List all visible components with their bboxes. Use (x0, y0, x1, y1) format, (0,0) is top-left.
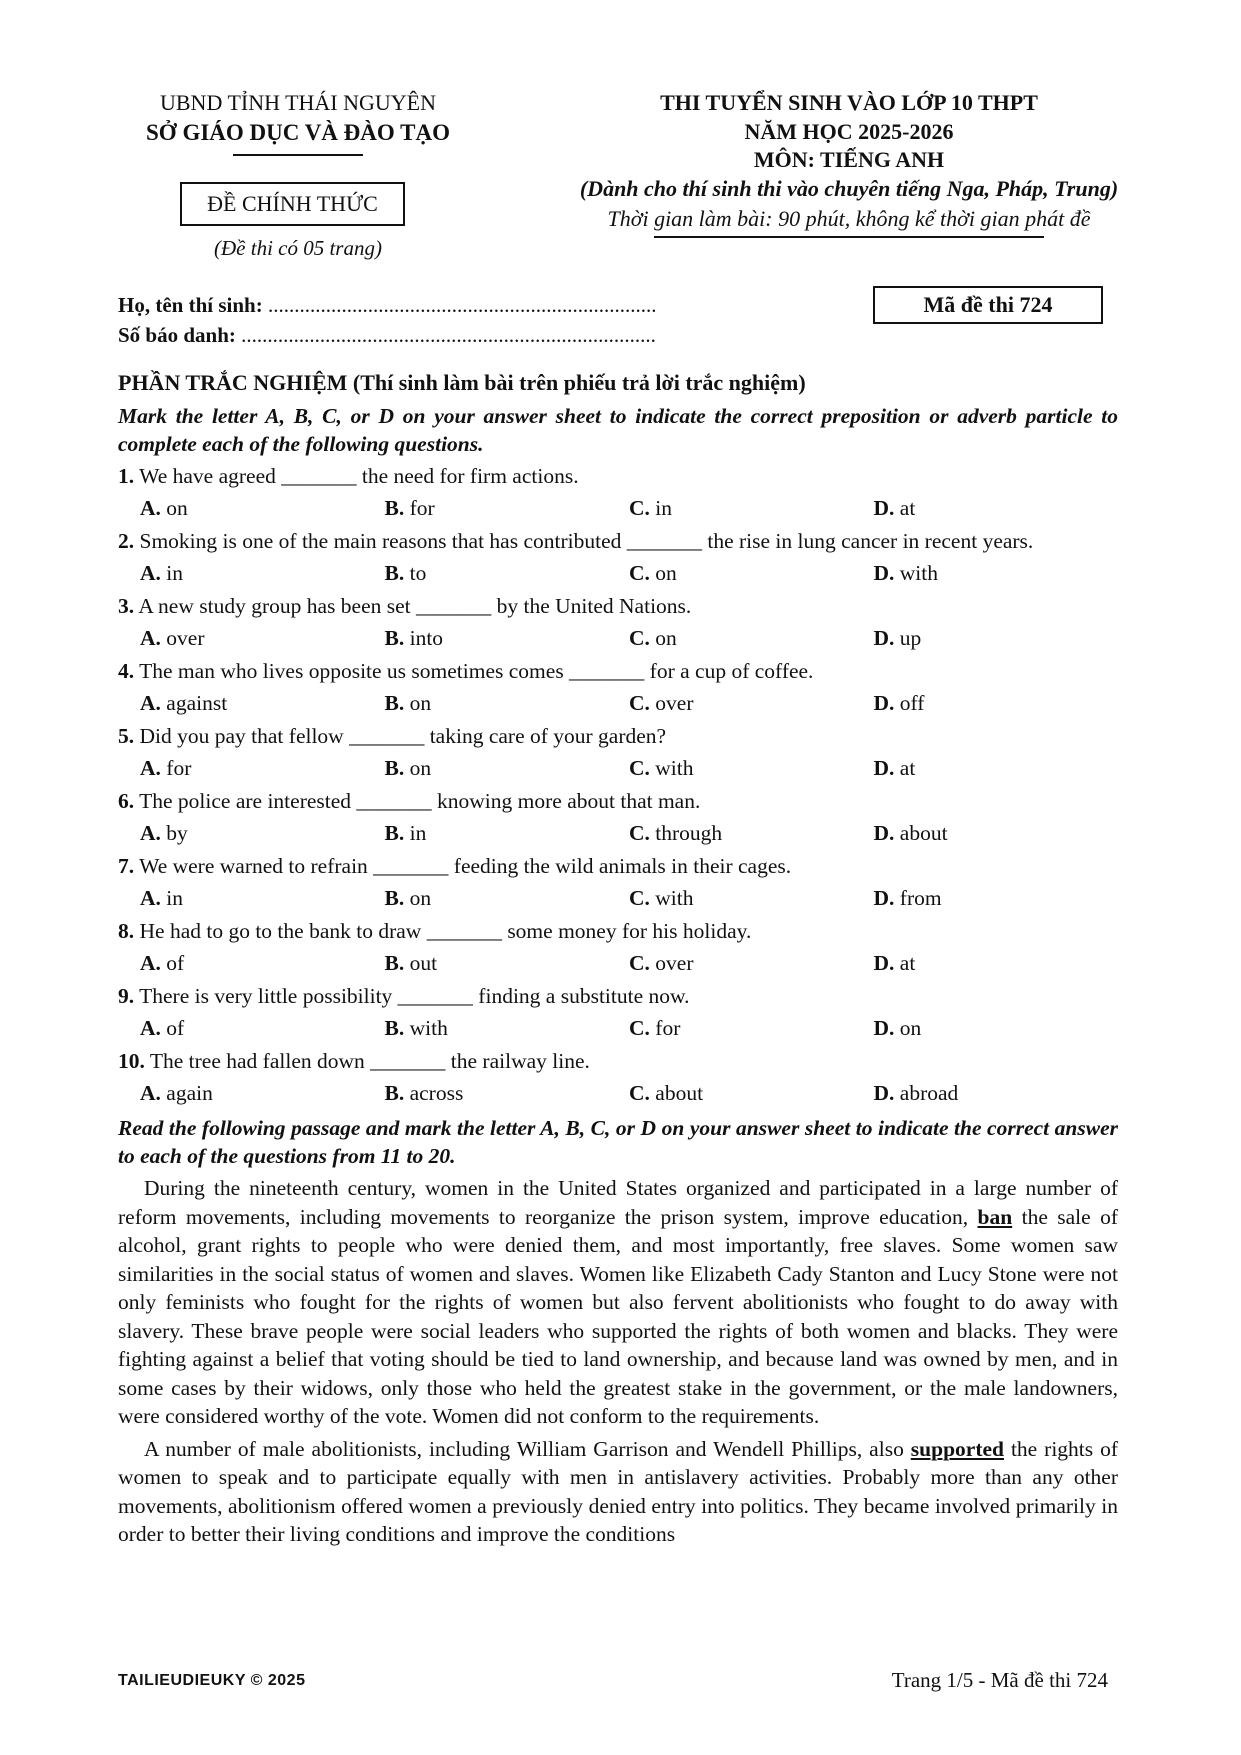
answer-option (874, 1078, 1119, 1108)
option-text: about (655, 1081, 704, 1105)
question-text: Did you pay that fellow _______ taking care of your garden? (139, 724, 667, 748)
option-text: over (166, 626, 205, 650)
option-text: in (655, 496, 673, 520)
option-letter: C. (629, 1016, 650, 1040)
option-text: on (655, 561, 677, 585)
option-text: of (166, 951, 185, 975)
option-letter: C. (629, 756, 650, 780)
candidate-id-field: ............................................................................... (241, 323, 656, 347)
answer-option (140, 1013, 385, 1043)
exam-title-block (478, 88, 1220, 238)
department-name: SỞ GIÁO DỤC VÀ ĐÀO TẠO (146, 120, 450, 145)
question-number: 1. (118, 464, 135, 488)
option-letter: C. (629, 496, 650, 520)
answer-option (874, 558, 1119, 588)
option-text: to (409, 561, 427, 585)
answer-option (629, 948, 874, 978)
option-letter: B. (384, 691, 405, 715)
option-letter: C. (629, 821, 650, 845)
option-letter: D. (873, 496, 895, 520)
option-text: over (655, 951, 694, 975)
question-number: 10. (118, 1049, 145, 1073)
question-text: Smoking is one of the main reasons that has contributed _______ the rise in lung cancer in recent years. (139, 529, 1034, 553)
audience-note: (Dành cho thí sinh thi vào chuyên tiếng Nga, Pháp, Trung) (579, 176, 1119, 201)
passage-keyword-ban: ban (977, 1204, 1013, 1229)
candidate-id-label: Số báo danh: (118, 323, 236, 347)
answer-options (118, 493, 1118, 523)
option-letter: D. (873, 691, 895, 715)
question-item (118, 591, 1118, 621)
option-text: against (166, 691, 228, 715)
option-text: at (899, 496, 916, 520)
question-text: We were warned to refrain _______ feeding the wild animals in their cages. (139, 854, 792, 878)
answer-option (385, 948, 630, 978)
option-letter: A. (140, 821, 161, 845)
option-text: in (166, 561, 184, 585)
passage-keyword-supported: supported (910, 1436, 1004, 1461)
option-letter: C. (629, 561, 650, 585)
option-letter: A. (140, 1016, 161, 1040)
answer-option (629, 818, 874, 848)
answer-option (385, 818, 630, 848)
option-letter: D. (873, 756, 895, 780)
answer-options (118, 558, 1118, 588)
question-text: He had to go to the bank to draw _______ some money for his holiday. (139, 919, 752, 943)
option-text: on (899, 1016, 922, 1040)
option-text: off (899, 691, 925, 715)
candidate-id-line (118, 320, 656, 350)
official-label-box: ĐỀ CHÍNH THỨC (180, 182, 405, 226)
option-text: about (899, 821, 948, 845)
option-text: by (166, 821, 188, 845)
option-letter: D. (873, 886, 895, 910)
passage-p1-end: the sale of alcohol, grant rights to people who were denied them, and most importantly, free slaves. Some women saw similarities in the social status of women and slaves. Women like Elizabeth Cady Stanton and Lucy Stone were not only feminists who fought for the rights of women but also fervent abolitionists who fought to do away with slavery. These brave people were social leaders who supported the rights of both women and blacks. They were fighting against a belief that voting should be tied to land ownership, and because land was owned by men, and in some cases by their widows, only those who held the greatest stake in the government, or the male landowners, were considered worthy of the vote. Women did not conform to the requirements. (118, 1204, 1118, 1428)
option-text: up (899, 626, 922, 650)
option-text: on (655, 626, 677, 650)
passage-p1-start: During the nineteenth century, women in the United States organized and participated in a large number of reform movements, including movements to reorganize the prison system, improve education, (118, 1176, 1118, 1229)
answer-option (629, 1078, 874, 1108)
question-number: 7. (118, 854, 135, 878)
answer-option (629, 558, 874, 588)
option-letter: B. (384, 821, 405, 845)
question-number: 2. (118, 529, 135, 553)
option-letter: D. (873, 1016, 895, 1040)
school-year: NĂM HỌC 2025-2026 (744, 119, 954, 144)
question-text: There is very little possibility _______ finding a substitute now. (139, 984, 690, 1008)
option-letter: C. (629, 626, 650, 650)
question-item (118, 1046, 1118, 1076)
option-text: into (409, 626, 444, 650)
option-text: for (655, 1016, 681, 1040)
answer-options (118, 623, 1118, 653)
question-number: 6. (118, 789, 135, 813)
passage-p2-start: A number of male abolitionists, including William Garrison and Wendell Phillips, also (144, 1436, 904, 1461)
answer-option (140, 1078, 385, 1108)
option-text: at (899, 951, 916, 975)
question-text: The man who lives opposite us sometimes comes _______ for a cup of coffee. (139, 659, 814, 683)
candidate-info (118, 290, 656, 350)
section-title: PHẦN TRẮC NGHIỆM (Thí sinh làm bài trên phiếu trả lời trắc nghiệm) (118, 370, 806, 395)
answer-options (118, 1078, 1118, 1108)
answer-option (874, 1013, 1119, 1043)
answer-option (874, 818, 1119, 848)
footer-brand: TAILIEUDIEUKY © 2025 (118, 1672, 306, 1689)
option-text: with (655, 886, 694, 910)
option-letter: C. (629, 1081, 650, 1105)
question-item (118, 786, 1118, 816)
option-text: in (409, 821, 427, 845)
answer-option (140, 493, 385, 523)
question-number: 3. (118, 594, 135, 618)
option-letter: D. (873, 821, 895, 845)
option-text: across (409, 1081, 464, 1105)
option-text: again (166, 1081, 213, 1105)
option-text: with (409, 1016, 448, 1040)
option-text: on (409, 691, 432, 715)
question-item (118, 851, 1118, 881)
answer-option (874, 948, 1119, 978)
option-letter: A. (140, 626, 161, 650)
answer-option (140, 753, 385, 783)
answer-option (140, 948, 385, 978)
option-letter: D. (873, 951, 895, 975)
option-letter: D. (873, 1081, 895, 1105)
option-text: of (166, 1016, 185, 1040)
question-number: 8. (118, 919, 135, 943)
answer-option (140, 688, 385, 718)
title-divider (654, 236, 1044, 238)
answer-option (385, 753, 630, 783)
answer-option (140, 818, 385, 848)
candidate-name-label: Họ, tên thí sinh: (118, 293, 263, 317)
option-letter: B. (384, 561, 405, 585)
option-text: from (899, 886, 942, 910)
answer-option (140, 623, 385, 653)
option-letter: A. (140, 496, 161, 520)
question-item (118, 981, 1118, 1011)
option-letter: A. (140, 886, 161, 910)
option-letter: C. (629, 691, 650, 715)
option-text: over (655, 691, 694, 715)
option-text: at (899, 756, 916, 780)
answer-option (385, 623, 630, 653)
answer-options (118, 1013, 1118, 1043)
answer-option (385, 558, 630, 588)
passage-paragraph-1 (118, 1174, 1118, 1431)
option-letter: B. (384, 1016, 405, 1040)
candidate-name-field: .......................................................................... (267, 293, 657, 317)
passage-p2-end: the rights of women to speak and to participate equally with men in antislavery activities. Probably more than any other movements, abolitionism offered women a previously denied entry into politics. They became involved primarily in order to better their living conditions and improve the conditions (118, 1436, 1118, 1546)
footer-page-info: Trang 1/5 - Mã đề thi 724 (891, 1668, 1108, 1692)
instruction-2: Read the following passage and mark the letter A, B, C, or D on your answer sheet to indicate the correct answer to each of the questions from 11 to 20. (118, 1116, 1118, 1168)
question-item (118, 526, 1118, 556)
question-item (118, 461, 1118, 491)
option-letter: A. (140, 951, 161, 975)
answer-option (385, 493, 630, 523)
candidate-name-line (118, 290, 656, 320)
answer-option (874, 753, 1119, 783)
option-text: for (409, 496, 435, 520)
option-letter: A. (140, 756, 161, 780)
option-letter: B. (384, 496, 405, 520)
option-letter: A. (140, 561, 161, 585)
option-text: in (166, 886, 184, 910)
option-letter: A. (140, 1081, 161, 1105)
option-text: on (409, 886, 432, 910)
option-letter: D. (873, 561, 895, 585)
option-letter: C. (629, 951, 650, 975)
option-letter: A. (140, 691, 161, 715)
exam-content (118, 368, 1118, 1549)
header-divider (233, 154, 363, 156)
answer-options (118, 688, 1118, 718)
option-letter: B. (384, 756, 405, 780)
answer-option (140, 558, 385, 588)
answer-option (874, 623, 1119, 653)
answer-option (385, 883, 630, 913)
question-list (118, 461, 1118, 1108)
answer-option (874, 493, 1119, 523)
question-text: The police are interested _______ knowing more about that man. (139, 789, 701, 813)
issuer-block (108, 88, 488, 156)
answer-options (118, 948, 1118, 978)
answer-option (629, 688, 874, 718)
option-letter: B. (384, 951, 405, 975)
answer-option (385, 1013, 630, 1043)
question-number: 4. (118, 659, 135, 683)
option-text: with (655, 756, 694, 780)
option-text: on (166, 496, 188, 520)
subject: MÔN: TIẾNG ANH (753, 147, 945, 172)
answer-option (385, 688, 630, 718)
option-text: out (409, 951, 438, 975)
answer-option (385, 1078, 630, 1108)
option-letter: B. (384, 886, 405, 910)
answer-option (874, 883, 1119, 913)
answer-option (629, 493, 874, 523)
option-letter: B. (384, 1081, 405, 1105)
passage-paragraph-2 (118, 1435, 1118, 1549)
option-text: through (655, 821, 723, 845)
answer-option (629, 1013, 874, 1043)
time-note: Thời gian làm bài: 90 phút, không kể thời gian phát đề (607, 206, 1091, 231)
option-text: abroad (899, 1081, 959, 1105)
question-number: 9. (118, 984, 135, 1008)
exam-code-box: Mã đề thi 724 (873, 286, 1103, 324)
answer-options (118, 753, 1118, 783)
answer-option (629, 883, 874, 913)
answer-options (118, 818, 1118, 848)
authority-name: UBND TỈNH THÁI NGUYÊN (160, 90, 436, 115)
question-text: We have agreed _______ the need for firm actions. (139, 464, 579, 488)
question-text: The tree had fallen down _______ the railway line. (149, 1049, 590, 1073)
answer-option (874, 688, 1119, 718)
answer-options (118, 883, 1118, 913)
question-item (118, 916, 1118, 946)
question-text: A new study group has been set _______ by the United Nations. (138, 594, 692, 618)
option-letter: C. (629, 886, 650, 910)
question-item (118, 721, 1118, 751)
option-letter: D. (873, 626, 895, 650)
answer-option (629, 623, 874, 653)
question-number: 5. (118, 724, 135, 748)
option-letter: B. (384, 626, 405, 650)
option-text: with (899, 561, 939, 585)
exam-title: THI TUYỂN SINH VÀO LỚP 10 THPT (660, 90, 1038, 115)
pages-note: (Đề thi có 05 trang) (214, 236, 382, 260)
instruction-1: Mark the letter A, B, C, or D on your answer sheet to indicate the correct preposition or adverb particle to complete each of the following questions. (118, 404, 1118, 456)
option-text: on (409, 756, 432, 780)
option-text: for (166, 756, 192, 780)
question-item (118, 656, 1118, 686)
answer-option (629, 753, 874, 783)
answer-option (140, 883, 385, 913)
